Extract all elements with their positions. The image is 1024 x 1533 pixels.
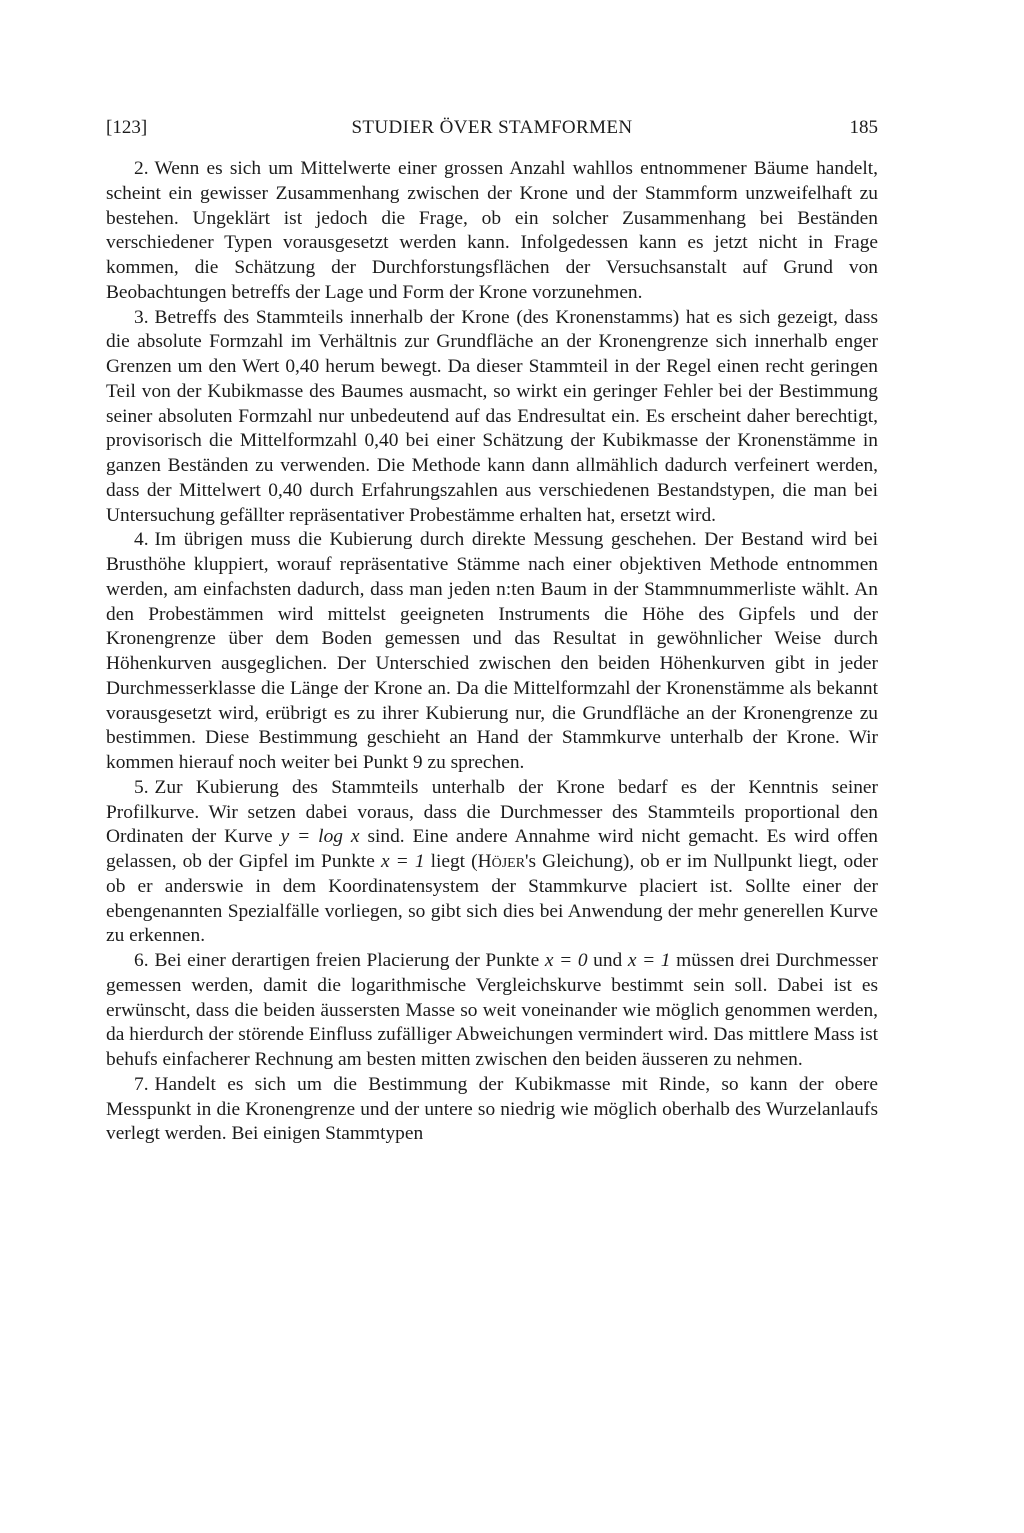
paragraph-number: 5. <box>134 776 149 798</box>
paragraph-5 <box>106 776 878 949</box>
section-reference: [123] <box>106 117 148 138</box>
paragraph-number: 6. <box>134 950 149 971</box>
paragraph-6 <box>106 949 878 1073</box>
paragraph-3 <box>106 306 878 529</box>
math-formula: x = 1 <box>380 851 425 872</box>
paragraph-text: sind. Eine andere Annahme wird nicht gemacht. Es wird offen gelassen, ob der Gipfel im Punkte <box>106 826 878 872</box>
paragraph-text: Handelt es sich um die Bestimmung der Kubikmasse mit Rinde, so kann der obere Messpunkt in die Kronengrenze und der untere so niedrig wie möglich oberhalb des Wurzelanlaufs verlegt werden. Bei einigen Stammtypen <box>106 1073 878 1145</box>
paragraph-2 <box>106 157 878 306</box>
body-text <box>106 157 878 1147</box>
paragraph-text: 's Gleichung), ob er im Nullpunkt liegt, oder ob er anderswie in dem Koordinatensystem der Stammkurve placiert ist. Sollte einer der ebengenannten Spezialfälle vorliegen, so gibt sich dies bei Anwendung der mehr generellen Kurve zu erkennen. <box>106 851 878 947</box>
running-header <box>106 114 878 142</box>
paragraph-7 <box>106 1073 878 1147</box>
author-name: Höjer <box>477 851 526 872</box>
paragraph-4 <box>106 528 878 776</box>
paragraph-text: Zur Kubierung des Stammteils unterhalb der Krone bedarf es der Kenntnis seiner Profilkurve. Wir setzen dabei voraus, dass die Durchmesser des Stammteils proportional den Ordinaten der Kurve <box>106 776 878 848</box>
math-formula: y = log x <box>280 826 360 848</box>
paragraph-text: Wenn es sich um Mittelwerte einer grossen Anzahl wahllos entnommener Bäume handelt, scheint ein gewisser Zusammenhang zwischen der Krone und der Stammform unzweifelhaft zu bestehen. Ungeklärt ist jedoch die Frage, ob ein solcher Zusammenhang bei Beständen verschiedener Typen vorausgesetzt werden kann. Infolgedessen kann es jetzt nicht in Frage kommen, die Schätzung der Durchforstungsflächen der Versuchsanstalt auf Grund von Beobachtungen betreffs der Lage und Form der Krone vorzunehmen. <box>106 158 878 303</box>
paragraph-text: Bei einer derartigen freien Placierung der Punkte <box>154 950 545 971</box>
paragraph-text: und <box>587 950 628 971</box>
paragraph-number: 4. <box>134 529 149 551</box>
paragraph-number: 3. <box>134 306 149 328</box>
running-title: STUDIER ÖVER STAMFORMEN <box>351 117 633 138</box>
paragraph-number: 7. <box>134 1073 149 1095</box>
math-formula: x = 0 <box>544 950 588 971</box>
paragraph-text: müssen drei Durchmesser gemessen werden, damit die logarithmische Vergleichskurve bestimmt sein soll. Dabei ist es erwünscht, dass die beiden äussersten Masse so weit voneinander wie möglich genommen werden, da hierdurch der störende Einfluss zufälliger Abweichungen vermindert wird. Das mittlere Mass ist behufs einfacherer Rechnung am besten mitten zwischen den beiden äusseren zu nehmen. <box>106 950 878 1070</box>
paragraph-text: liegt ( <box>424 851 478 872</box>
paragraph-text: Betreffs des Stammteils innerhalb der Krone (des Kronenstamms) hat es sich gezeigt, dass die absolute Formzahl im Verhältnis zur Grundfläche an der Kronengrenze sich innerhalb enger Grenzen um den Wert 0,40 herum bewegt. Da dieser Stammteil in der Regel einen recht geringen Teil von der Kubikmasse des Baumes ausmacht, so wirkt ein geringer Fehler bei der Bestimmung seiner absoluten Formzahl nur unbedeutend auf das Endresultat ein. Es erscheint daher berechtigt, provisorisch die Mittelformzahl 0,40 bei einer Schätzung der Kubikmasse der Kronenstämme in ganzen Beständen zu verwenden. Die Methode kann dann allmählich dadurch verfeinert werden, dass der Mittelwert 0,40 durch Erfahrungszahlen aus verschiedenen Bestandstypen, die man bei Untersuchung gefällter repräsentativer Probestämme erhalten hat, ersetzt wird. <box>106 306 878 526</box>
math-formula: x = 1 <box>627 950 671 971</box>
paragraph-number: 2. <box>134 158 149 179</box>
page-number: 185 <box>849 117 878 138</box>
paragraph-text: Im übrigen muss die Kubierung durch direkte Messung geschehen. Der Bestand wird bei Brusthöhe kluppiert, worauf repräsentative Stämme nach einer objektiven Methode entnommen werden, am einfachsten dadurch, dass man jeden n:ten Baum in der Stammnummerliste wählt. An den Probestämmen wird mittelst geeigneten Instruments die Höhe des Gipfels und der Kronengrenze über dem Boden gemessen und das Resultat in gewöhnlicher Weise durch Höhenkurven ausgeglichen. Der Unterschied zwischen den beiden Höhenkurven gibt in jeder Durchmesserklasse die Länge der Krone an. Da die Mittelformzahl der Kronenstämme als bekannt vorausgesetzt wird, erübrigt es zu ihrer Kubierung nur, die Grundfläche an der Kronengrenze zu bestimmen. Diese Bestimmung geschieht an Hand der Stammkurve unterhalb der Krone. Wir kommen hierauf noch weiter bei Punkt 9 zu sprechen. <box>106 529 878 773</box>
